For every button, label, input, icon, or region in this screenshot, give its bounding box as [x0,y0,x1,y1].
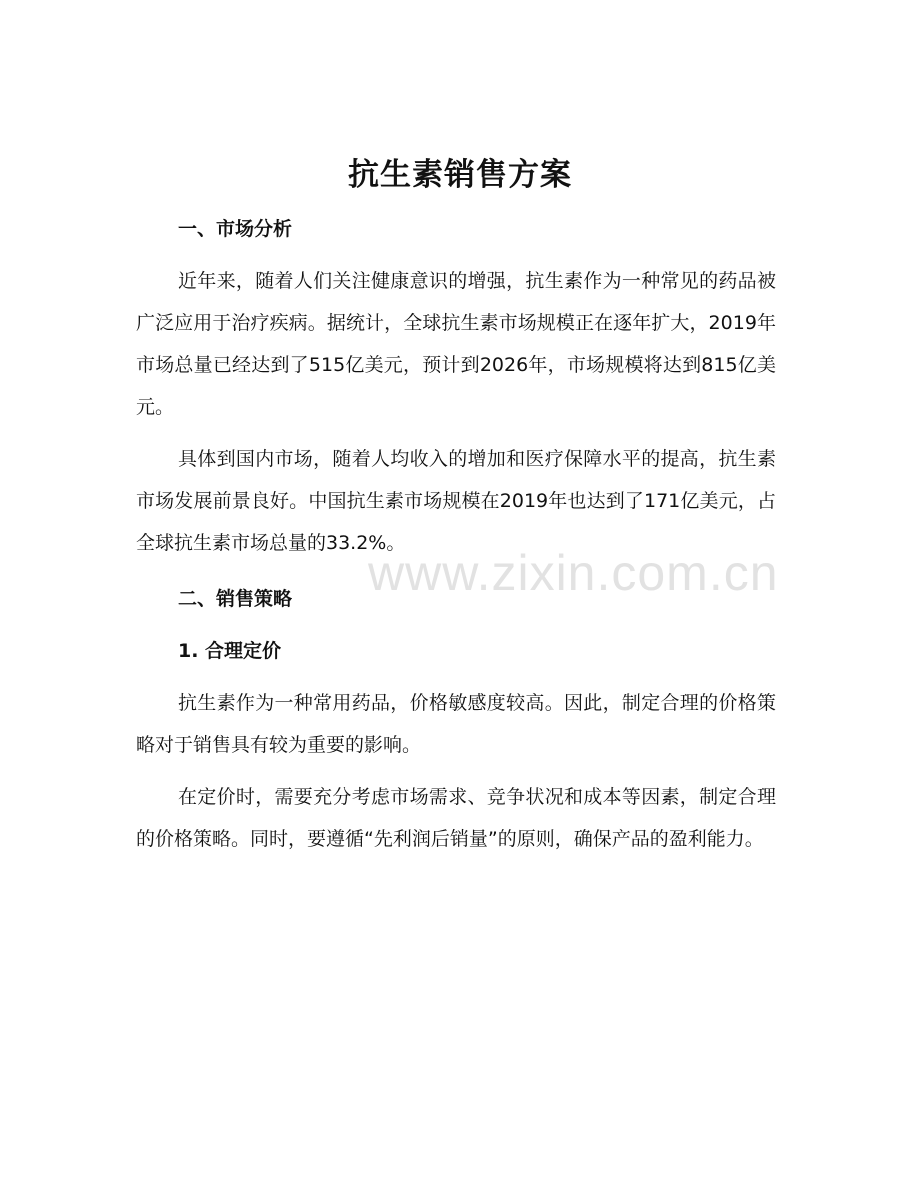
document-body [136,208,776,860]
paragraph-market-domestic: 具体到国内市场，随着人均收入的增加和医疗保障水平的提高，抗生素市场发展前景良好。中国抗生素市场规模在2019年也达到了171亿美元，占全球抗生素市场总量的33.2%。 [136,448,776,554]
subheading-reasonable-pricing: 1. 合理定价 [178,640,282,662]
section-heading-market-analysis: 一、市场分析 [178,218,293,240]
paragraph-pricing-sensitivity: 抗生素作为一种常用药品，价格敏感度较高。因此，制定合理的价格策略对于销售具有较为重要的影响。 [136,692,776,756]
paragraph-market-global: 近年来，随着人们关注健康意识的增强，抗生素作为一种常见的药品被广泛应用于治疗疾病。据统计，全球抗生素市场规模正在逐年扩大，2019年市场总量已经达到了515亿美元，预计到2026年，市场规模将达到815亿美元。 [136,270,776,418]
section-heading-sales-strategy: 二、销售策略 [178,588,293,610]
document-title: 抗生素销售方案 [348,157,572,193]
watermark: www.zixin.com.cn [368,545,779,601]
paragraph-pricing-strategy: 在定价时，需要充分考虑市场需求、竞争状况和成本等因素，制定合理的价格策略。同时，要遵循“先利润后销量”的原则，确保产品的盈利能力。 [136,786,776,850]
